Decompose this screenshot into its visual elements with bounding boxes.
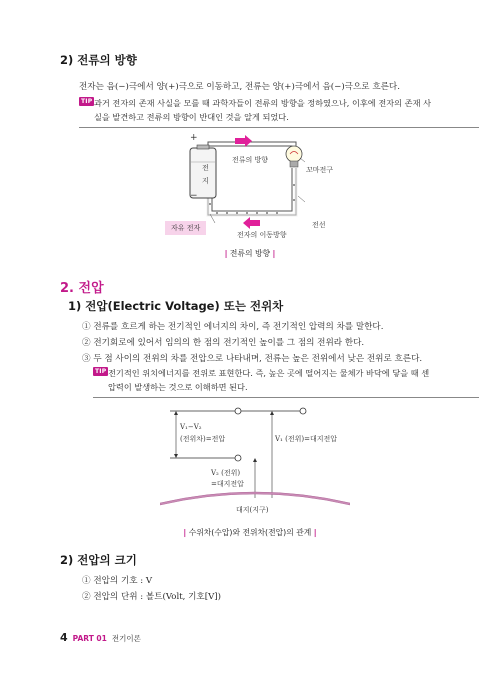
electron-arrow-icon [243,217,260,229]
tip-box-2 [93,366,479,398]
current-arrow-icon [235,135,252,147]
list-item: ① 전압의 기호 : V [82,576,153,586]
figure-caption-1: | 전류의 방향 | [224,249,276,258]
current-direction-label: 전류의 방향 [232,156,269,164]
section-heading-voltage-magnitude: 2) 전압의 크기 [60,553,137,567]
tip-box-1 [79,96,479,128]
wire-label: 전선 [312,221,326,229]
list-item: ③ 두 점 사이의 전위의 차를 전압으로 나타내며, 전류는 높은 전위에서 낮은 전위로 흐른다. [82,354,423,364]
battery-label: 전 [202,164,209,172]
electron-move-label: 전자의 이동방향 [237,231,287,239]
ground-label: 대지(지구) [236,506,269,514]
minus-sign: − [190,191,198,201]
section-title-voltage: 2. 전압 [60,281,104,296]
tip-divider [93,397,479,398]
v2-sub-label: =대지전압 [211,480,244,488]
figure-caption-2: | 수위차(수압)와 전위차(전압)의 관계 | [183,528,317,537]
plus-sign: + [190,133,198,143]
tip-divider [79,127,479,128]
page-number: 4 [60,631,68,644]
list-item: ① 전류를 흐르게 하는 전기적인 에너지의 차이, 즉 전기적인 압력의 차를 말한다. [82,322,384,332]
footer-title: 전기이론 [111,634,141,643]
tip-text-line: 압력이 발생하는 것으로 이해하면 된다. [108,382,248,392]
body-text-current-direction: 전자는 음(−)극에서 양(+)극으로 이동하고, 전류는 양(+)극에서 음(−)극으로 흐른다. [79,82,400,92]
tip-text-line: 실을 발견하고 전류의 방향이 반대인 것을 알게 되었다. [94,112,289,122]
v1v2-sub-label: (전위차)=전압 [180,435,226,443]
footer-part: PART 01 [72,634,107,643]
list-item: ② 전압의 단위 : 볼트(Volt, 기호[V]) [82,592,222,602]
v1v2-label: V₁−V₂ [180,423,202,431]
caption-text: 전류의 방향 [229,249,271,258]
potential-diagram [160,403,350,518]
caption-text: 수위차(수압)와 전위차(전압)의 관계 [188,528,312,537]
section-heading-current-direction: 2) 전류의 방향 [60,53,137,67]
tip-badge: TIP [81,98,93,105]
list-item: ② 전기회로에 있어서 임의의 한 점의 전기적인 높이를 그 점의 전위라 한다. [82,338,365,348]
v1-label: V₁ (전위)=대지전압 [275,435,337,443]
bulb-label: 꼬마전구 [306,166,334,174]
free-electron-label: 자유 전자 [165,221,206,235]
tip-text-line: 과거 전자의 존재 사실을 모를 때 과학자들이 전류의 방향을 정하였으나, 이후에 전자의 존재 사 [94,98,431,108]
tip-badge: TIP [95,368,107,375]
tip-text-line: 전기적인 위치에너지를 전위로 표현한다. 즉, 높은 곳에 떨어지는 물체가 바닥에 닿을 때 센 [108,368,430,378]
ground-mound [160,492,350,505]
v2-label: V₂ (전위) [211,469,241,477]
battery-label: 지 [202,177,209,185]
bulb-icon [286,146,302,162]
page-footer [60,631,141,644]
subsection-heading-voltage: 1) 전압(Electric Voltage) 또는 전위차 [68,299,284,313]
